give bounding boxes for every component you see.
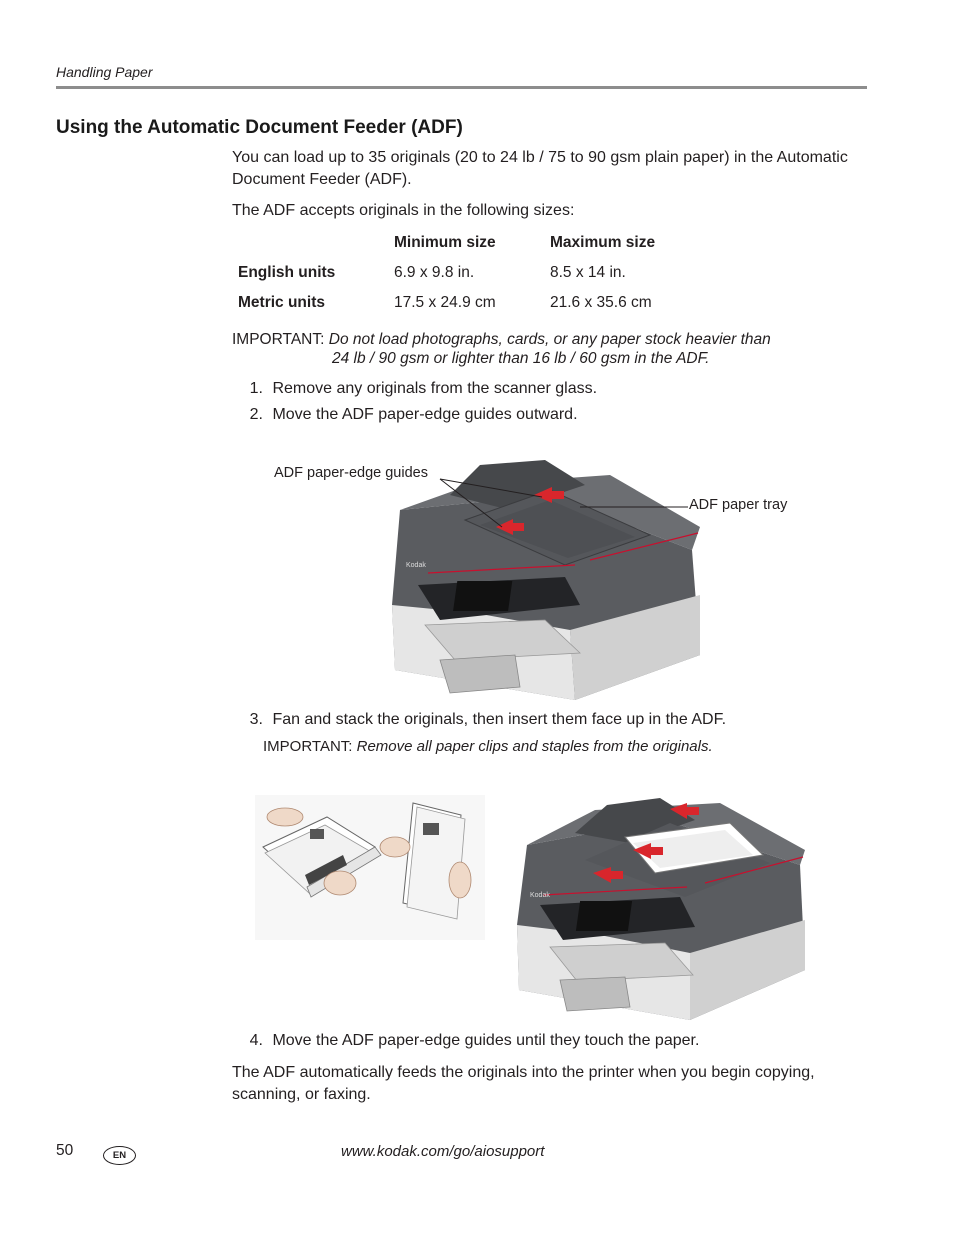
step-4 bbox=[232, 1032, 699, 1050]
sizes-intro: The ADF accepts originals in the following sizes: bbox=[232, 202, 575, 219]
step-2 bbox=[232, 406, 578, 424]
step-number: 3. bbox=[249, 711, 263, 728]
section-title: Using the Automatic Document Feeder (ADF) bbox=[56, 117, 463, 138]
important-text: Remove all paper clips and staples from the originals. bbox=[356, 738, 713, 755]
metric-min: 17.5 x 24.9 cm bbox=[394, 294, 496, 311]
step-text: Move the ADF paper-edge guides until they touch the paper. bbox=[272, 1032, 700, 1049]
header-rule bbox=[56, 86, 867, 89]
step-number: 4. bbox=[249, 1032, 263, 1049]
important-label: IMPORTANT: bbox=[232, 331, 325, 348]
step-text: Fan and stack the originals, then insert them face up in the ADF. bbox=[272, 711, 727, 728]
step-number: 1. bbox=[249, 380, 263, 397]
row-label-english: English units bbox=[238, 264, 336, 281]
callout-paper-edge-guides: ADF paper-edge guides bbox=[274, 465, 428, 481]
english-max: 8.5 x 14 in. bbox=[550, 264, 626, 281]
fanning-originals-figure bbox=[255, 795, 485, 940]
important-note-paper bbox=[232, 330, 852, 368]
printer-adf-figure bbox=[380, 455, 710, 705]
outro-paragraph: The ADF automatically feeds the originals into the printer when you begin copying, scanning, or faxing. bbox=[232, 1064, 815, 1103]
step-number: 2. bbox=[249, 406, 263, 423]
callout-paper-tray: ADF paper tray bbox=[689, 497, 788, 513]
col-header-min: Minimum size bbox=[394, 234, 496, 251]
important-label: IMPORTANT: bbox=[263, 738, 353, 755]
metric-max: 21.6 x 35.6 cm bbox=[550, 294, 652, 311]
english-min: 6.9 x 9.8 in. bbox=[394, 264, 475, 281]
language-badge: EN bbox=[103, 1146, 136, 1165]
step-text: Move the ADF paper-edge guides outward. bbox=[272, 406, 578, 423]
support-url[interactable]: www.kodak.com/go/aiosupport bbox=[341, 1143, 545, 1160]
running-header: Handling Paper bbox=[56, 64, 153, 80]
intro-paragraph: You can load up to 35 originals (20 to 24 lb / 75 to 90 gsm plain paper) in the Automatic Document Feeder (ADF). bbox=[232, 149, 848, 188]
page-number: 50 bbox=[56, 1142, 74, 1159]
step-3 bbox=[232, 711, 726, 729]
brand-logo: Kodak bbox=[406, 562, 426, 569]
important-text-line1: Do not load photographs, cards, or any paper stock heavier than bbox=[328, 331, 771, 348]
step-1 bbox=[232, 380, 597, 398]
important-note-clips bbox=[263, 738, 713, 755]
important-text-line2: 24 lb / 90 gsm or lighter than 16 lb / 60 gsm in the ADF. bbox=[332, 350, 710, 367]
col-header-max: Maximum size bbox=[550, 234, 656, 251]
size-table bbox=[232, 232, 692, 322]
loading-adf-figure bbox=[515, 795, 807, 1025]
brand-logo: Kodak bbox=[530, 892, 550, 899]
row-label-metric: Metric units bbox=[238, 294, 325, 311]
step-text: Remove any originals from the scanner glass. bbox=[272, 380, 598, 397]
